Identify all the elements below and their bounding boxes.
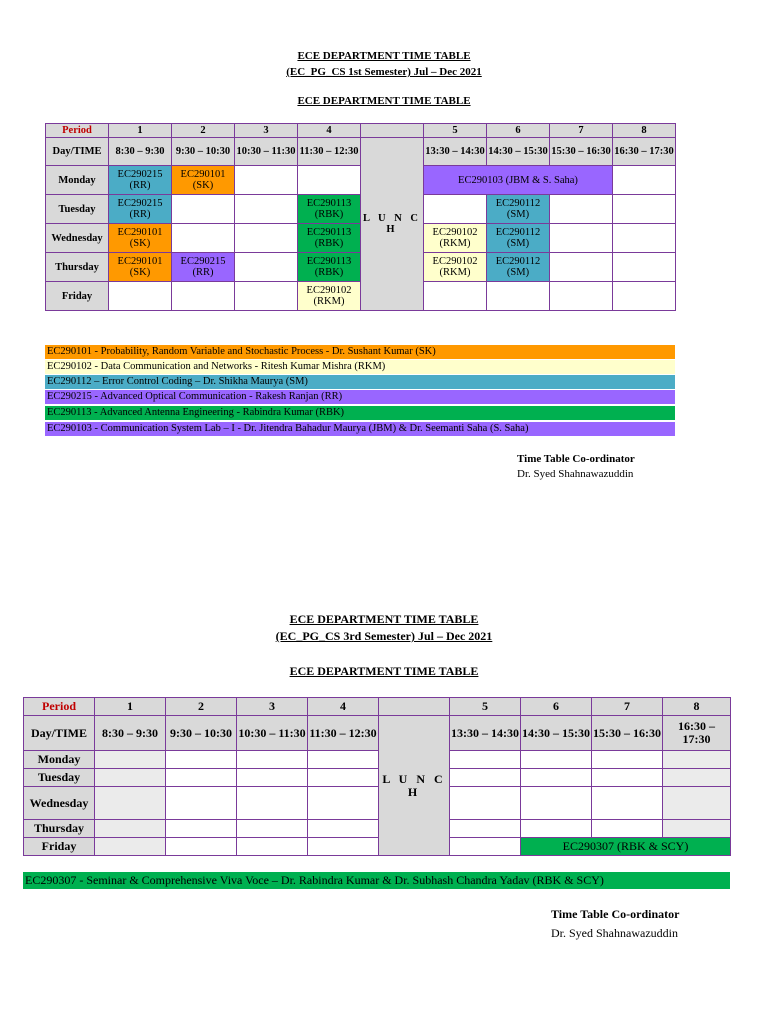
time-slot: 13:30 – 14:30 [424, 138, 487, 166]
class-cell: EC290113 (RBK) [298, 195, 361, 224]
time-slot: 16:30 – 17:30 [613, 138, 676, 166]
legend-item: EC290112 – Error Control Coding – Dr. Shikha Maurya (SM) [45, 375, 675, 389]
empty-cell [95, 820, 166, 838]
empty-cell [450, 751, 521, 769]
period-number: 2 [172, 124, 235, 138]
coordinator-title: Time Table Co-ordinator [517, 453, 635, 465]
empty-cell [237, 838, 308, 856]
doc2-subtitle: (EC_PG_CS 3rd Semester) Jul – Dec 2021 [275, 629, 493, 643]
empty-cell [166, 820, 237, 838]
time-slot: 11:30 – 12:30 [308, 716, 379, 751]
empty-cell [235, 282, 298, 311]
day-monday: Monday [24, 751, 95, 769]
period-number: 4 [308, 698, 379, 716]
time-slot: 14:30 – 15:30 [521, 716, 592, 751]
timetable-3rd-semester [23, 697, 731, 856]
period-number: 1 [109, 124, 172, 138]
period-number: 7 [550, 124, 613, 138]
time-slot: 14:30 – 15:30 [487, 138, 550, 166]
legend-item: EC290215 - Advanced Optical Communication - Rakesh Ranjan (RR) [45, 390, 675, 404]
lab-cell: EC290307 (RBK & SCY) [521, 838, 731, 856]
period-number: 2 [166, 698, 237, 716]
empty-cell [592, 787, 663, 820]
period-number: 4 [298, 124, 361, 138]
time-slot: 15:30 – 16:30 [592, 716, 663, 751]
class-cell: EC290112 (SM) [487, 253, 550, 282]
day-thursday: Thursday [24, 820, 95, 838]
period-number: 5 [424, 124, 487, 138]
empty-cell [613, 253, 676, 282]
day-monday: Monday [46, 166, 109, 195]
period-number: 8 [613, 124, 676, 138]
empty-cell [172, 282, 235, 311]
period-number: 8 [663, 698, 731, 716]
day-wednesday: Wednesday [24, 787, 95, 820]
empty-cell [521, 769, 592, 787]
empty-cell [592, 820, 663, 838]
empty-cell [450, 838, 521, 856]
coordinator-name: Dr. Syed Shahnawazuddin [517, 468, 634, 480]
empty-cell [308, 838, 379, 856]
class-cell: EC290215 (RR) [109, 195, 172, 224]
time-slot: 8:30 – 9:30 [95, 716, 166, 751]
period-label: Period [24, 698, 95, 716]
empty-cell [550, 253, 613, 282]
coordinator-title: Time Table Co-ordinator [551, 907, 680, 921]
time-slot: 9:30 – 10:30 [172, 138, 235, 166]
time-slot: 10:30 – 11:30 [235, 138, 298, 166]
empty-cell [663, 787, 731, 820]
legend-item: EC290307 - Seminar & Comprehensive Viva Voce – Dr. Rabindra Kumar & Dr. Subhash Chandra Yadav (RBK & SCY) [23, 872, 730, 889]
empty-cell [613, 195, 676, 224]
time-slot: 9:30 – 10:30 [166, 716, 237, 751]
period-number: 5 [450, 698, 521, 716]
empty-cell [424, 282, 487, 311]
empty-cell [172, 224, 235, 253]
empty-cell [235, 224, 298, 253]
empty-cell [613, 282, 676, 311]
empty-cell [109, 282, 172, 311]
legend-item: EC290103 - Communication System Lab – I - Dr. Jitendra Bahadur Maurya (JBM) & Dr. Seemanti Saha (S. Saha) [45, 422, 675, 436]
class-cell: EC290112 (SM) [487, 224, 550, 253]
empty-cell [663, 769, 731, 787]
empty-cell [237, 769, 308, 787]
empty-cell [166, 769, 237, 787]
period-number: 3 [235, 124, 298, 138]
doc1-title-repeat: ECE DEPARTMENT TIME TABLE [297, 95, 471, 107]
lunch-header [379, 698, 450, 716]
coordinator-name: Dr. Syed Shahnawazuddin [551, 926, 678, 940]
class-cell: EC290102 (RKM) [424, 224, 487, 253]
empty-cell [95, 769, 166, 787]
empty-cell [308, 820, 379, 838]
class-cell: EC290215 (RR) [172, 253, 235, 282]
empty-cell [487, 282, 550, 311]
empty-cell [450, 787, 521, 820]
doc1-subtitle: (EC_PG_CS 1st Semester) Jul – Dec 2021 [286, 66, 482, 78]
doc1-title: ECE DEPARTMENT TIME TABLE [297, 50, 471, 62]
doc2-title: ECE DEPARTMENT TIME TABLE [289, 612, 479, 626]
time-slot: 8:30 – 9:30 [109, 138, 172, 166]
lunch-cell: L U N C H [379, 716, 450, 856]
day-friday: Friday [46, 282, 109, 311]
empty-cell [235, 166, 298, 195]
empty-cell [550, 224, 613, 253]
period-number: 6 [521, 698, 592, 716]
day-tuesday: Tuesday [46, 195, 109, 224]
empty-cell [235, 253, 298, 282]
time-slot: 10:30 – 11:30 [237, 716, 308, 751]
time-slot: 11:30 – 12:30 [298, 138, 361, 166]
empty-cell [166, 787, 237, 820]
empty-cell [663, 820, 731, 838]
empty-cell [172, 195, 235, 224]
class-cell: EC290101 (SK) [172, 166, 235, 195]
empty-cell [550, 282, 613, 311]
time-slot: 13:30 – 14:30 [450, 716, 521, 751]
day-wednesday: Wednesday [46, 224, 109, 253]
class-cell: EC290102 (RKM) [298, 282, 361, 311]
empty-cell [592, 769, 663, 787]
timetable-1st-semester [45, 123, 676, 311]
empty-cell [95, 751, 166, 769]
empty-cell [308, 769, 379, 787]
class-cell: EC290112 (SM) [487, 195, 550, 224]
class-cell: EC290215 (RR) [109, 166, 172, 195]
class-cell: EC290101 (SK) [109, 253, 172, 282]
doc2-title-repeat: ECE DEPARTMENT TIME TABLE [289, 664, 479, 678]
empty-cell [521, 820, 592, 838]
empty-cell [521, 751, 592, 769]
lunch-cell: L U N C H [361, 138, 424, 311]
day-friday: Friday [24, 838, 95, 856]
day-tuesday: Tuesday [24, 769, 95, 787]
time-slot: 16:30 – 17:30 [663, 716, 731, 751]
day-thursday: Thursday [46, 253, 109, 282]
empty-cell [308, 787, 379, 820]
empty-cell [521, 787, 592, 820]
class-cell: EC290101 (SK) [109, 224, 172, 253]
empty-cell [663, 751, 731, 769]
empty-cell [308, 751, 379, 769]
empty-cell [613, 224, 676, 253]
class-cell: EC290113 (RBK) [298, 253, 361, 282]
empty-cell [450, 769, 521, 787]
empty-cell [450, 820, 521, 838]
period-number: 6 [487, 124, 550, 138]
empty-cell [424, 195, 487, 224]
time-slot: 15:30 – 16:30 [550, 138, 613, 166]
empty-cell [95, 787, 166, 820]
daytime-label: Day/TIME [24, 716, 95, 751]
empty-cell [592, 751, 663, 769]
empty-cell [613, 166, 676, 195]
empty-cell [95, 838, 166, 856]
period-number: 1 [95, 698, 166, 716]
empty-cell [237, 820, 308, 838]
class-cell: EC290113 (RBK) [298, 224, 361, 253]
empty-cell [237, 751, 308, 769]
lab-cell: EC290103 (JBM & S. Saha) [424, 166, 613, 195]
period-number: 7 [592, 698, 663, 716]
legend-item: EC290113 - Advanced Antenna Engineering - Rabindra Kumar (RBK) [45, 406, 675, 420]
empty-cell [166, 751, 237, 769]
period-label: Period [46, 124, 109, 138]
empty-cell [166, 838, 237, 856]
legend-item: EC290102 - Data Communication and Networks - Ritesh Kumar Mishra (RKM) [45, 360, 675, 374]
empty-cell [298, 166, 361, 195]
empty-cell [235, 195, 298, 224]
period-number: 3 [237, 698, 308, 716]
empty-cell [550, 195, 613, 224]
class-cell: EC290102 (RKM) [424, 253, 487, 282]
empty-cell [237, 787, 308, 820]
lunch-header [361, 124, 424, 138]
legend-item: EC290101 - Probability, Random Variable and Stochastic Process - Dr. Sushant Kumar (SK) [45, 345, 675, 359]
daytime-label: Day/TIME [46, 138, 109, 166]
